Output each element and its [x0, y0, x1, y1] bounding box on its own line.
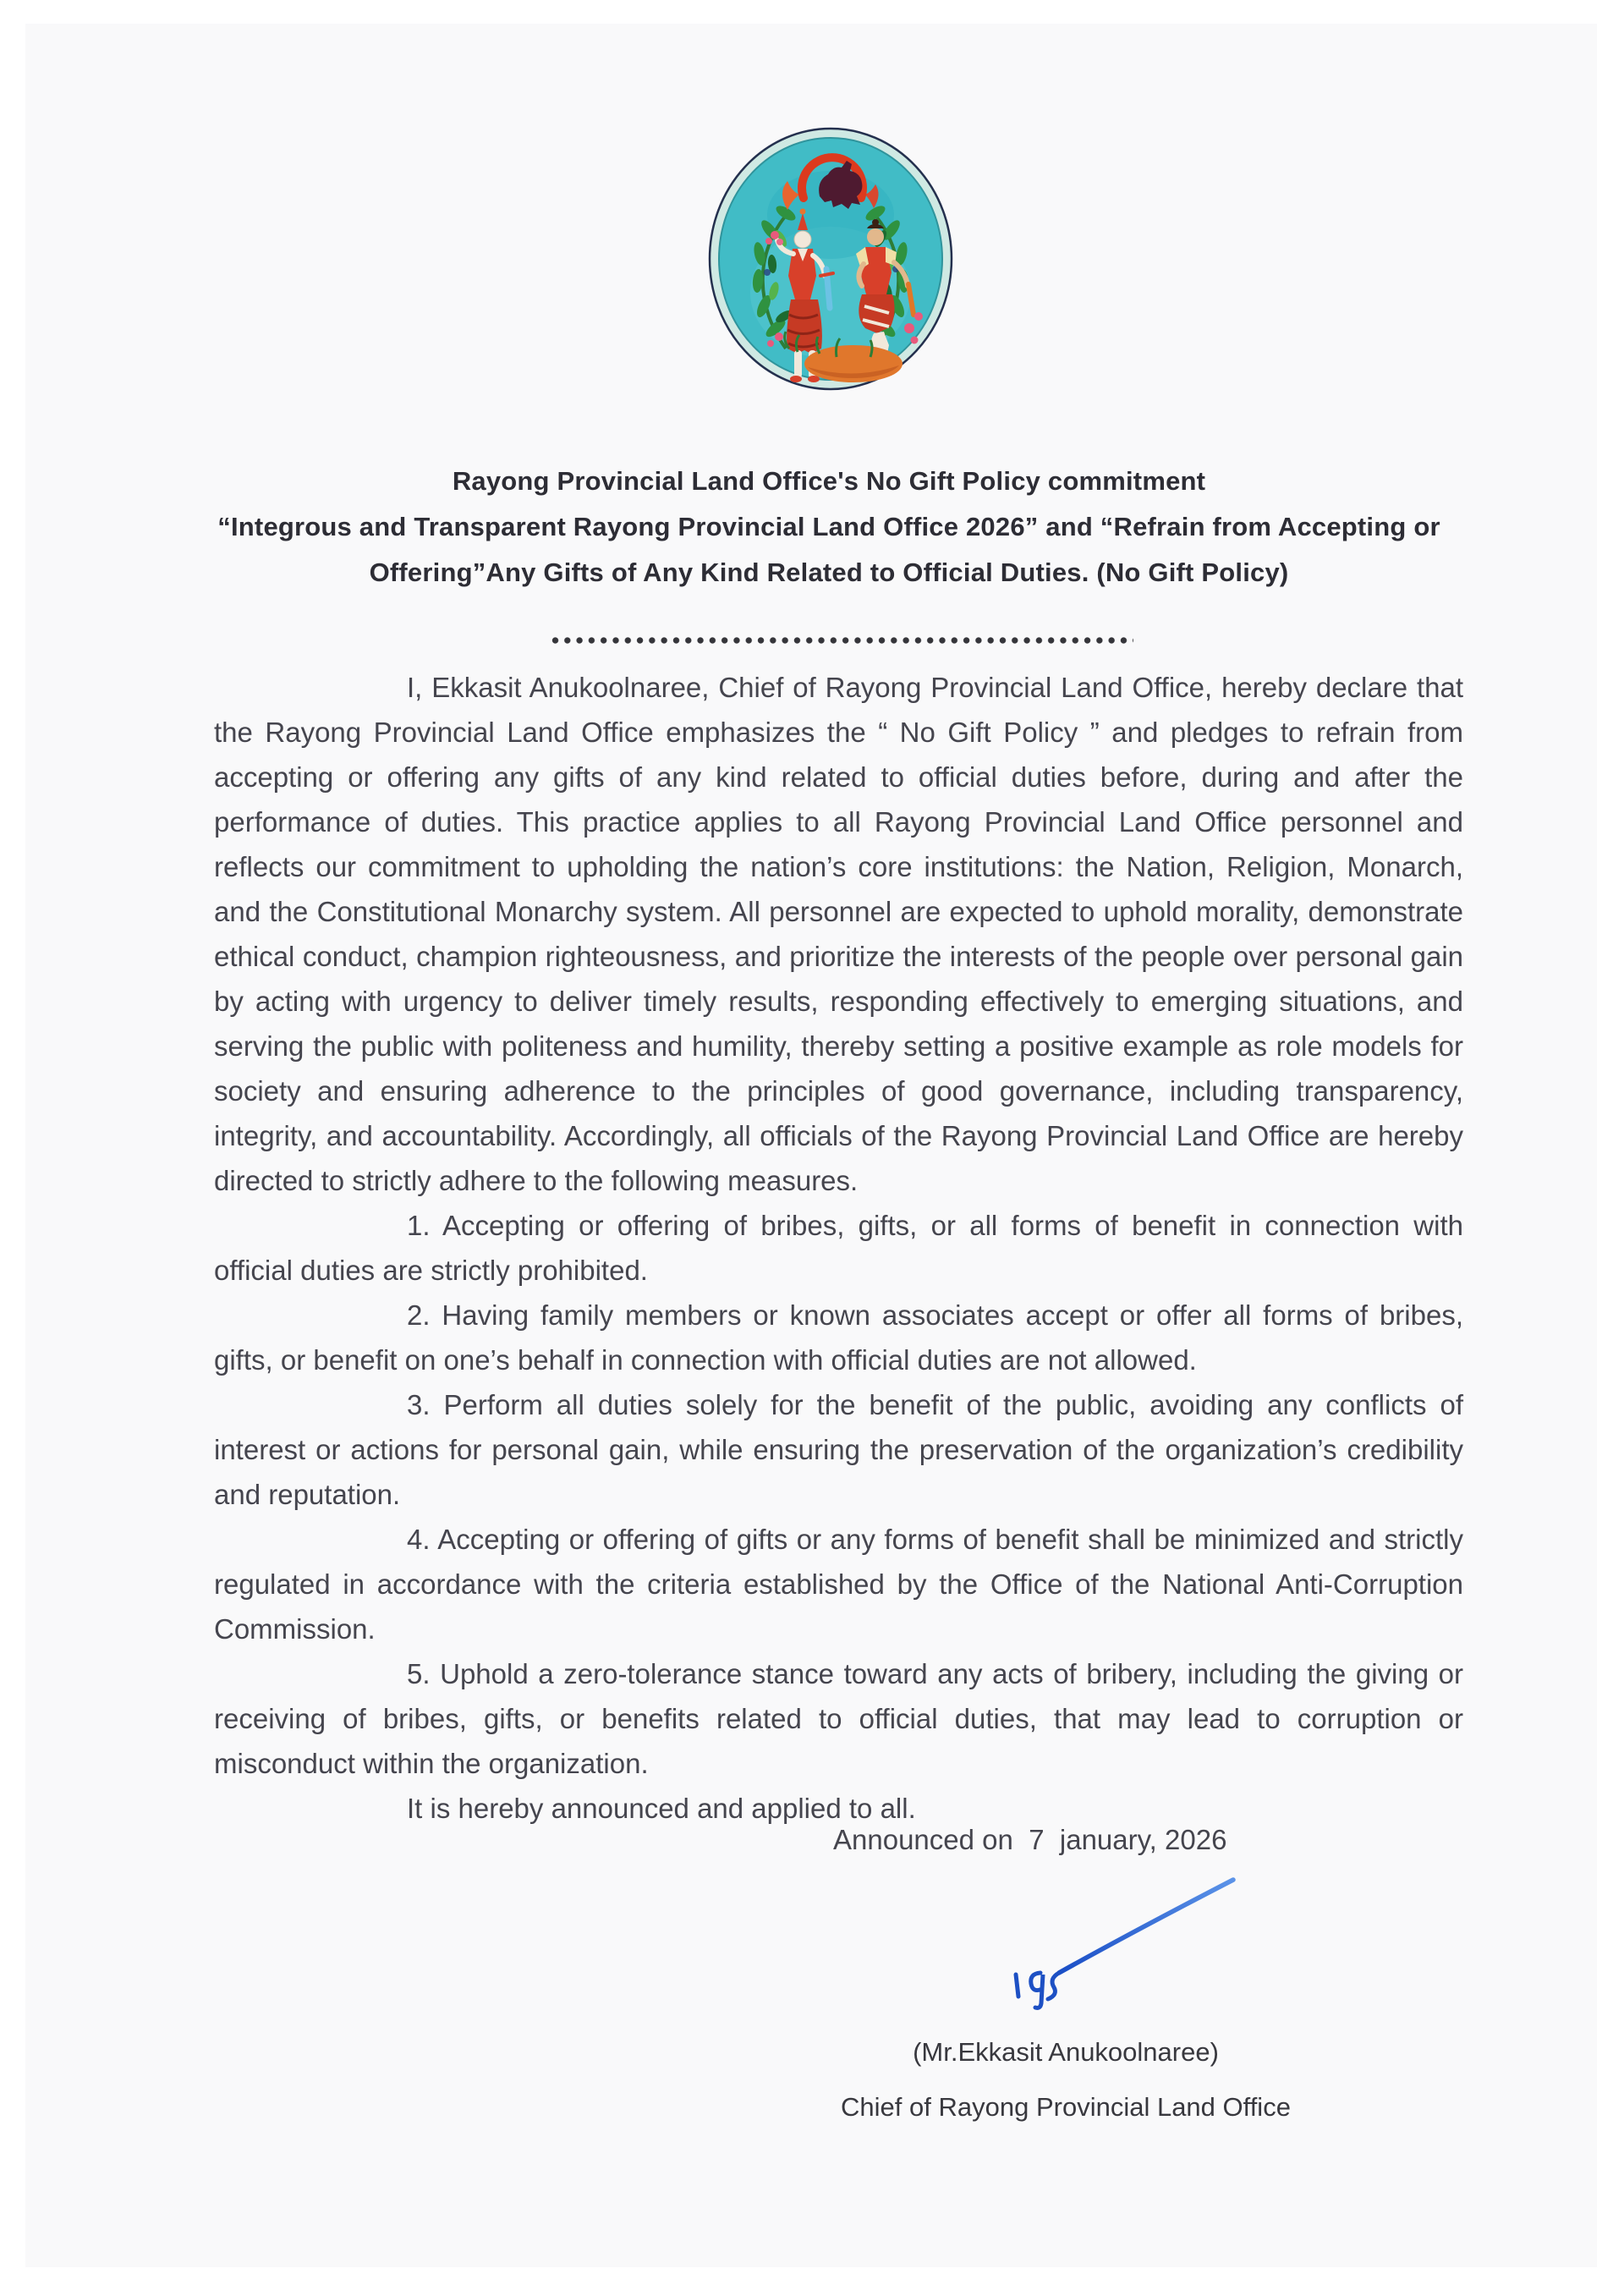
measure-item-4: 4. Accepting or offering of gifts or any forms of benefit shall be minimized and strictly regulated in accordance with the criteria established by the Office of the National Anti-Corruption Commission. — [214, 1524, 1463, 1645]
announcement-date-line: Announced on 7 january, 2026 — [833, 1824, 1227, 1855]
measure-item-5: 5. Uphold a zero-tolerance stance toward any acts of bribery, including the giving or receiving of bribes, gifts, or benefits related to official duties, that may lead to corruption or misconduct within the organization. — [214, 1658, 1463, 1779]
measure-item-3: 3. Perform all duties solely for the benefit of the public, avoiding any conflicts of interest or actions for personal gain, while ensuring the preservation of the organization’s credibility and reputation. — [214, 1389, 1463, 1510]
document-title — [203, 459, 1455, 596]
provincial-seal-emblem — [708, 127, 953, 391]
declaration-paragraph: I, Ekkasit Anukoolnaree, Chief of Rayong Provincial Land Office, hereby declare that the Rayong Provincial Land Office emphasizes the “ No Gift Policy ” and pledges to refrain from accepting or offering any gifts of any kind related to official duties before, during and after the performance of duties. This practice applies to all Rayong Provincial Land Office personnel and reflects our commitment to upholding the nation’s core institutions: the Nation, Religion, Monarch, and the Constitutional Monarchy system. All personnel are expected to uphold morality, demonstrate ethical conduct, champion righteousness, and prioritize the interests of the people over personal gain by acting with urgency to deliver timely results, responding effectively to emerging situations, and serving the public with politeness and humility, thereby setting a positive example as role models for society and ensuring adherence to the principles of good governance, including transparency, integrity, and accountability. Accordingly, all officials of the Rayong Provincial Land Office are hereby directed to strictly adhere to the following measures. — [214, 672, 1463, 1196]
signatory-block — [744, 2035, 1387, 2124]
handwritten-signature — [930, 1827, 1286, 2022]
title-line-3: Offering”Any Gifts of Any Kind Related to Official Duties. (No Gift Policy) — [369, 558, 1289, 587]
closing-line: It is hereby announced and applied to all. — [407, 1793, 916, 1824]
signatory-title: Chief of Rayong Provincial Land Office — [841, 2092, 1291, 2122]
document-body — [214, 665, 1463, 1831]
signatory-name: (Mr.Ekkasit Anukoolnaree) — [913, 2037, 1219, 2067]
title-line-1: Rayong Provincial Land Office's No Gift Policy commitment — [452, 466, 1206, 496]
measure-item-2: 2. Having family members or known associates accept or offer all forms of bribes, gifts, or benefit on one’s behalf in connection with official duties are not allowed. — [214, 1299, 1463, 1376]
scanned-document-page — [25, 24, 1597, 2267]
title-line-2: “Integrous and Transparent Rayong Provincial Land Office 2026” and “Refrain from Accepting or — [217, 512, 1440, 541]
measure-item-1: 1. Accepting or offering of bribes, gifts, or all forms of benefit in connection with official duties are strictly prohibited. — [214, 1210, 1463, 1286]
dotted-separator — [551, 636, 1133, 645]
